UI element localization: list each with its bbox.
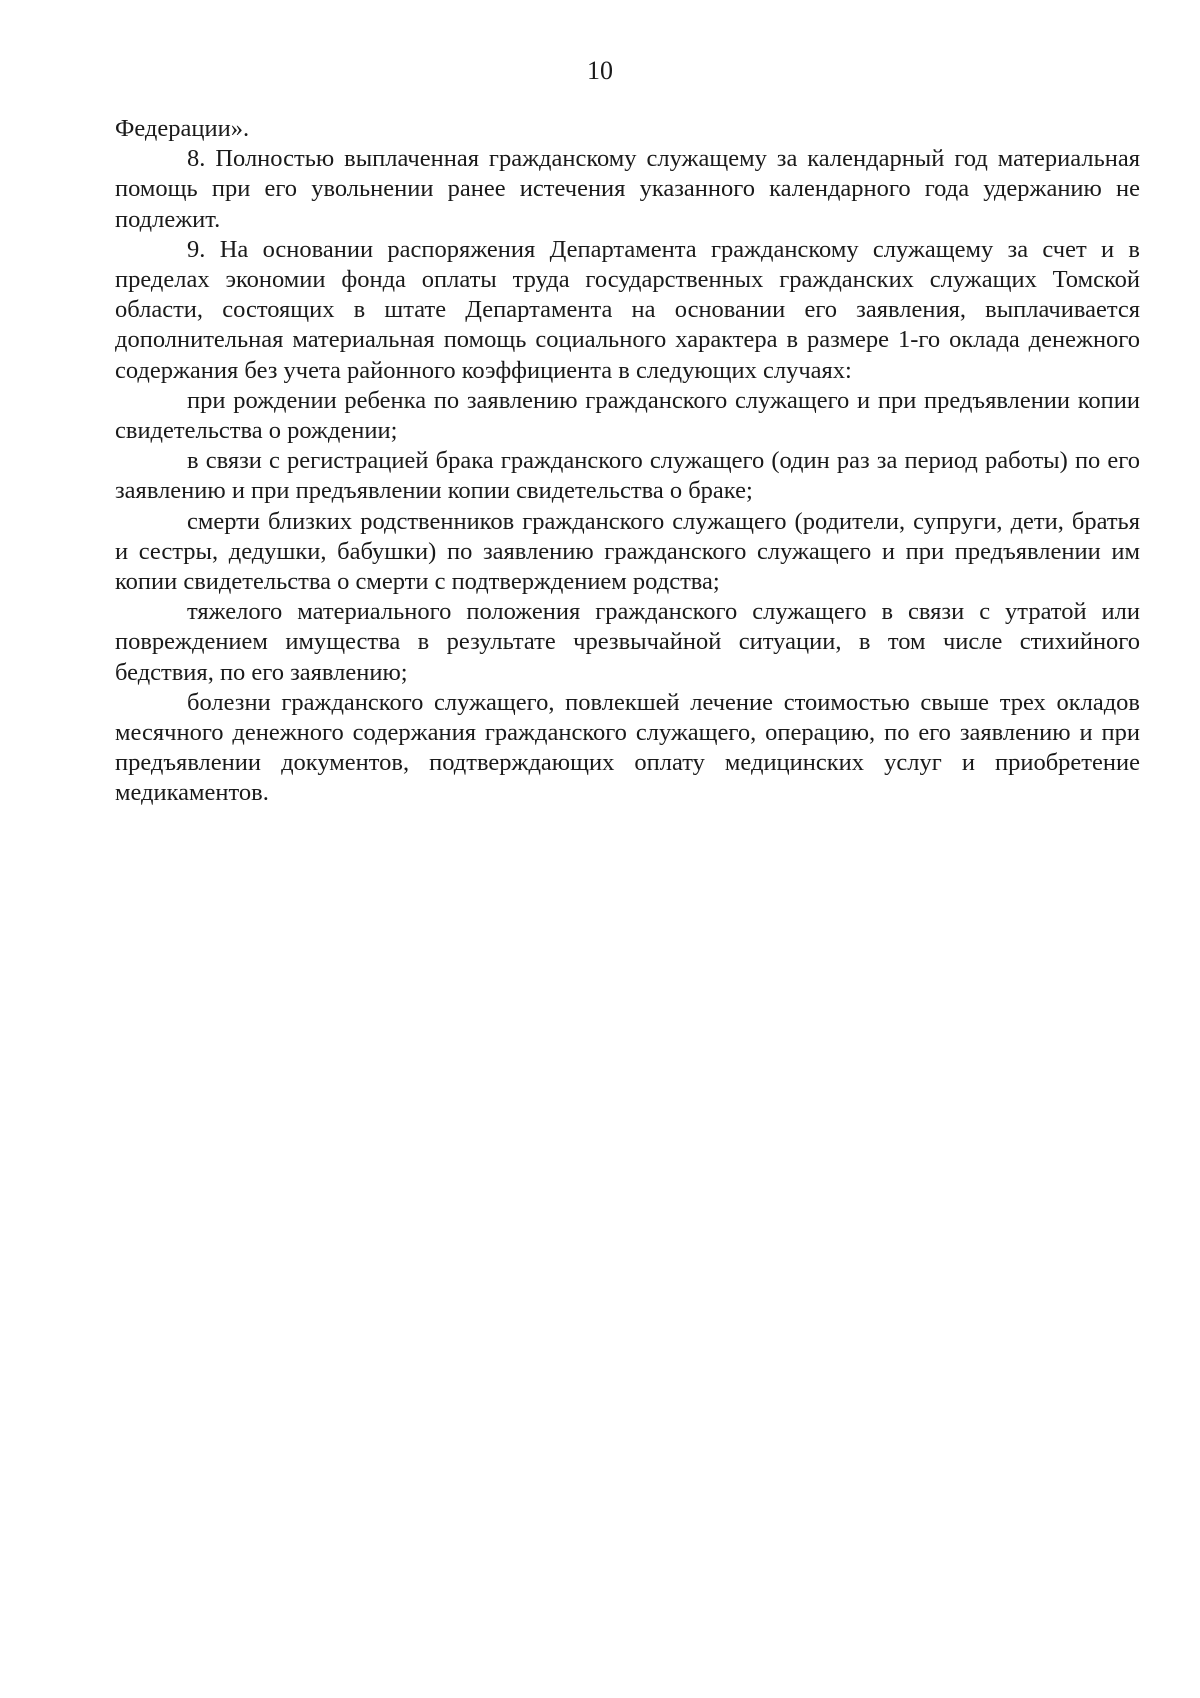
paragraph-case-marriage: в связи с регистрацией брака гражданского служащего (один раз за период работы) по его заявлению и при предъявлении копии свидетельства о браке; bbox=[115, 447, 1140, 505]
paragraph-case-childbirth: при рождении ребенка по заявлению гражданского служащего и при предъявлении копии свидетельства о рождении; bbox=[115, 386, 1140, 445]
paragraph-federation-end: Федерации». bbox=[115, 115, 250, 142]
page-number: 10 bbox=[587, 56, 613, 85]
paragraph-case-illness: болезни гражданского служащего, повлекшей лечение стоимостью свыше трех окладов месячного денежного содержания гражданского служащего, операцию, по его заявлению и при предъявлении документов, подтверждающих оплату медицинских услуг и приобретение медикаментов. bbox=[115, 688, 1140, 807]
paragraph-item-8: 8. Полностью выплаченная гражданскому служащему за календарный год материальная помощь при его увольнении ранее истечения указанного календарного года удержанию не подлежит. bbox=[115, 145, 1140, 233]
paragraph-item-9: 9. На основании распоряжения Департамента гражданскому служащему за счет и в пределах экономии фонда оплаты труда государственных гражданских служащих Томской области, состоящих в штате Департамента на основании его заявления, выплачивается дополнительная материальная помощь социального характера в размере 1-го оклада денежного содержания без учета районного коэффициента в следующих случаях: bbox=[115, 235, 1140, 384]
paragraph-case-death: смерти близких родственников гражданского служащего (родители, супруги, дети, братья и сестры, дедушки, бабушки) по заявлению гражданского служащего и при предъявлении им копии свидетельства о смерти с подтверждением родства; bbox=[115, 507, 1140, 596]
document-body bbox=[115, 114, 1140, 809]
paragraph-case-emergency: тяжелого материального положения гражданского служащего в связи с утратой или повреждением имущества в результате чрезвычайной ситуации, в том числе стихийного бедствия, по его заявлению; bbox=[115, 598, 1140, 686]
